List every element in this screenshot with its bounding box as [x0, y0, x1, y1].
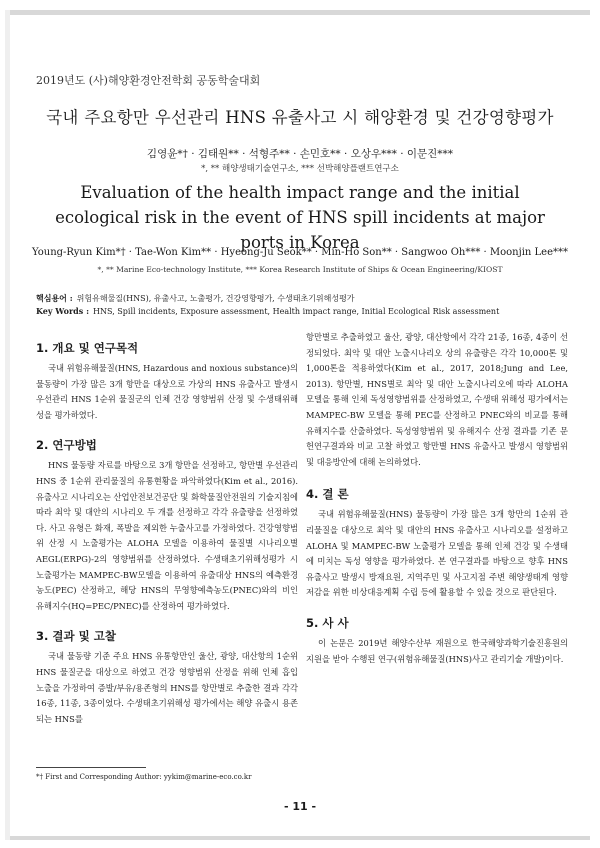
section-2-text: HNS 물동량 자료를 바탕으로 3개 항만을 선정하고, 항만별 우선관리 HNS 중 1순위 관리물질의 유통현황을 파악하였다(Kim et al., 2016). 유출사고 시나리오는 산업안전보건공단 및 화학물질안전원의 기술지침에 따라 최악 및 대안의 시나리오 두 개를 선정하고 각각 유출량을 선정하였다. 사고 유형은 화재, 폭발을 제외한 누출사고를 가정하였다. 건강영향범위 산정 시 노출평가는 ALOHA 모델을 이용하여 물질별 시나리오별 AEGL(ERPG)-2의 영향범위를 산정하였다. 수생태초기위해성평가 시 노출평가는 MAMPEC-BW모델을 이용하여 유출대상 HNS의 예측환경농도(PEC) 산정하고, 해당 HNS의 무영향예측농도(PNEC)와의 비인 유해지수(HQ=PEC/PNEC)를 산정하여 평가하였다.	[36, 460, 298, 611]
title-english: Evaluation of the health impact range and the initial ecological risk in the event of HNS spill incidents at major ports in Korea	[55, 183, 545, 252]
section-3-text-left: 국내 물동량 기준 주요 HNS 유통항만인 울산, 광양, 대산항의 1순위 HNS 물질군을 대상으로 하였고 건강 영향범위 산정을 위해 인체 흡입 노출을 가정하여 증발/부유/용존형의 HNS를 항만별로 추출한 결과 각각 16종, 11종, 3종이었다. 수생태초기위해성 평가에서는 해양 유출시 용존되는 HNS를	[36, 651, 298, 724]
authors-english: Young-Ryun Kim*† · Tae-Won Kim** · Hyeong-Ju Seok** · Min-Ho Son** · Sangwoo Oh*** · Moonjin Lee***	[32, 247, 568, 258]
title-korean: 국내 주요항만 우선관리 HNS 유출사고 시 해양환경 및 건강영향평가	[46, 108, 554, 127]
section-4-text: 국내 위험유해물질(HNS) 물동량이 가장 많은 3개 항만의 1순위 관리물질을 대상으로 최악 및 대안의 HNS 유출사고 시나리오를 설정하고 ALOHA 및 MAMPEC-BW 노출평가 모델을 통해 인체 건강 및 수생태에 미치는 독성 영향을 평가하였다. 본 연구결과를 바탕으로 향후 HNS 유출사고 발생시 방재요원, 지역주민 및 사고지점 주변 해양생태계 영향 저감을 위한 비상대응계획 수립 등에 활용할 수 있을 것으로 판단된다.	[306, 509, 568, 598]
page-frame-left	[5, 10, 10, 840]
authors-korean: 김영윤*† · 김태원** · 석형주** · 손민호** · 오상우*** · 이문진***	[146, 148, 454, 160]
keywords-korean-label: 핵심용어 :	[36, 293, 73, 303]
section-4-heading: 4. 결 론	[306, 487, 349, 502]
page-number: - 11 -	[283, 800, 317, 813]
section-3-text-right: 항만별로 추출하였고 울산, 광양, 대산항에서 각각 21종, 16종, 4종이 선정되었다. 최악 및 대안 노출시나리오 상의 유출량은 각각 10,000톤 및 1,000톤을 적용하였다(Kim et al., 2017, 2018;Jung and Lee, 2013). 항만별, HNS별로 최악 및 대안 노출시나리오에 따라 ALOHA 모델을 통해 인체 독성영향범위를 산정하였고, 수생태 위해성 평가에서는 MAMPEC-BW 모델을 통해 PEC를 산정하고 PNEC와의 비교를 통해 유해지수를 산출하였다. 독성영향범위 및 유해지수 산정 결과를 기존 문헌연구결과와 비교 고찰 하였고 항만별 HNS 유출사고 발생시 영향범위 및 대응방안에 대해 논의하였다.	[306, 332, 568, 467]
keywords-korean	[36, 293, 564, 304]
section-1-text: 국내 위험유해물질(HNS, Hazardous and noxious substance)의 물동량이 가장 많은 3개 항만을 대상으로 가상의 HNS 유출사고 발생시 우선관리 HNS 1순위 물질군의 인체 건강 영향범위 산정 및 수생태위해성을 평가하였다.	[36, 363, 298, 420]
left-column	[36, 330, 298, 727]
keywords-english-label: Key Words :	[36, 306, 90, 316]
footnote-divider	[36, 767, 146, 768]
page-frame-bottom	[10, 836, 590, 840]
affiliations-korean: *, ** 해양생태기술연구소, *** 선박해양플랜트연구소	[201, 164, 399, 174]
affiliations-english: *, ** Marine Eco-technology Institute, *** Korea Research Institute of Ships & Ocean Engineering/KIOST	[97, 265, 503, 274]
page-frame-top	[10, 10, 590, 15]
footnote: *† First and Corresponding Author: yykim@marine-eco.co.kr	[36, 773, 252, 781]
conference-header: 2019년도 (사)해양환경안전학회 공동학술대회	[36, 74, 261, 87]
section-5-heading: 5. 사 사	[306, 615, 349, 630]
keywords-english-text: HNS, Spill incidents, Exposure assessment, Health impact range, Initial Ecological Risk assessment	[93, 307, 500, 316]
section-2-heading: 2. 연구방법	[36, 438, 97, 453]
section-1-heading: 1. 개요 및 연구목적	[36, 341, 139, 355]
keywords-korean-text: 위험유해물질(HNS), 유출사고, 노출평가, 건강영향평가, 수생태초기위해성평가	[76, 294, 355, 303]
keywords-english	[36, 306, 564, 316]
section-3-heading: 3. 결과 및 고찰	[36, 629, 116, 644]
right-column	[306, 330, 568, 667]
section-5-text: 이 논문은 2019년 해양수산부 재원으로 한국해양과학기술진흥원의 지원을 받아 수행된 연구(위험유해물질(HNS)사고 관리기술 개발)이다.	[306, 637, 568, 664]
